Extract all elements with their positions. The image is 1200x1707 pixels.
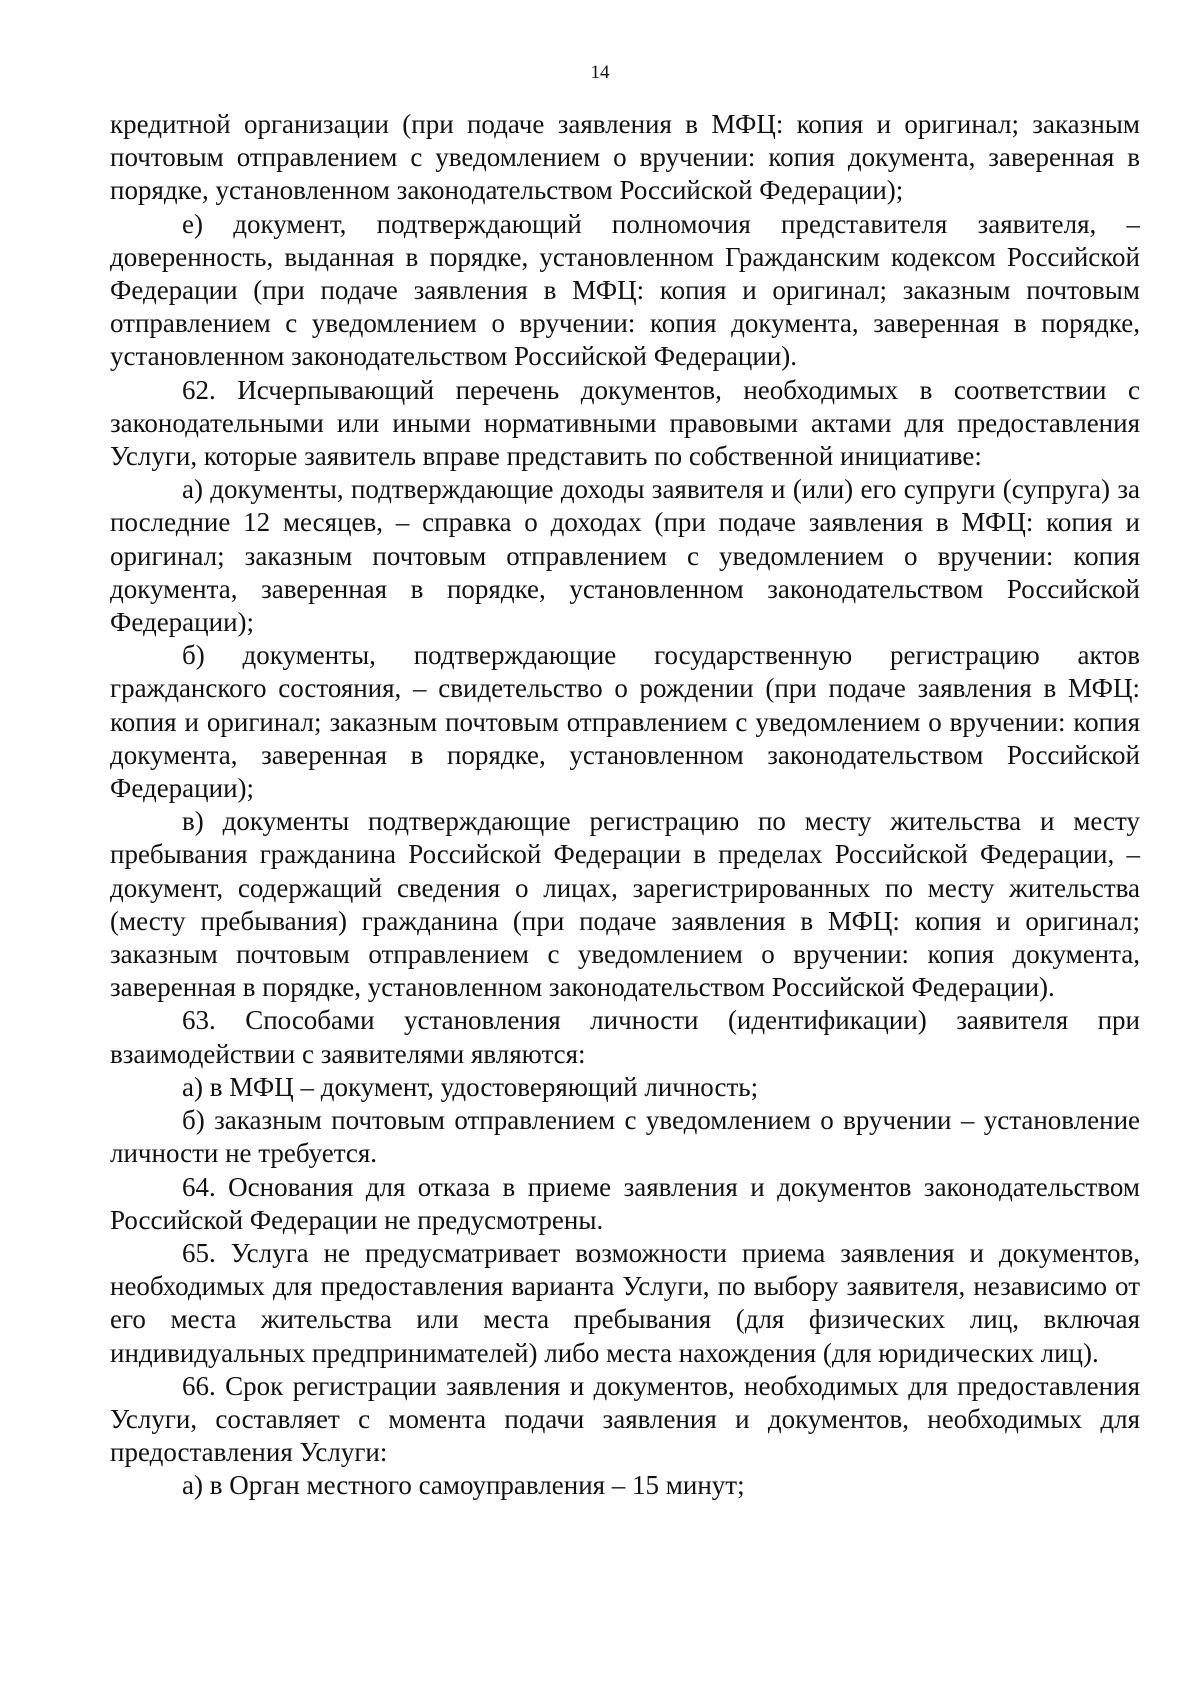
paragraph-66-registration-term: 66. Срок регистрации заявления и документов, необходимых для предоставления Услуги, составляет с момента подачи заявления и документов, необходимых для предоставления Услуги: (110, 1370, 1140, 1468)
paragraph-62-optional-documents: 62. Исчерпывающий перечень документов, необходимых в соответствии с законодательными или иными нормативными правовыми актами для предоставления Услуги, которые заявитель вправе представить по собственной инициативе: (110, 374, 1140, 472)
paragraph-continuation: кредитной организации (при подаче заявления в МФЦ: копия и оригинал; заказным почтовым отправлением с уведомлением о вручении: копия документа, заверенная в порядке, установленном законодательством Российской Федерации); (110, 109, 1140, 206)
paragraph-item-a-local-authority: а) в Орган местного самоуправления – 15 минут; (182, 1470, 745, 1501)
document-body (110, 108, 1140, 1503)
paragraph-item-b-mail: б) заказным почтовым отправлением с уведомлением о вручении – установление личности не требуется. (110, 1105, 1140, 1169)
paragraph-65-extraterritorial: 65. Услуга не предусматривает возможности приема заявления и документов, необходимых для предоставления варианта Услуги, по выбору заявителя, независимо от его места жительства или места пребывания (для физических лиц, включая индивидуальных предпринимателей) либо места нахождения (для юридических лиц). (110, 1237, 1140, 1368)
paragraph-item-b-civil-status: б) документы, подтверждающие государственную регистрацию актов гражданского состояния, – свидетельство о рождении (при подаче заявления в МФЦ: копия и оригинал; заказным почтовым отправлением с уведомлением о вручении: копия документа, заверенная в порядке, установленном законодательством Российской Федерации); (110, 640, 1140, 804)
paragraph-item-a-mfc: а) в МФЦ – документ, удостоверяющий личность; (182, 1071, 759, 1102)
paragraph-item-v-residence: в) документы подтверждающие регистрацию по месту жительства и месту пребывания гражданина Российской Федерации в пределах Российской Федерации, – документ, содержащий сведения о лицах, зарегистрированных по месту жительства (месту пребывания) гражданина (при подаче заявления в МФЦ: копия и оригинал; заказным почтовым отправлением с уведомлением о вручении: копия документа, заверенная в порядке, установленном законодательством Российской Федерации). (110, 806, 1140, 1003)
page-number: 14 (590, 62, 610, 83)
paragraph-item-a-income: а) документы, подтверждающие доходы заявителя и (или) его супруги (супруга) за последние 12 месяцев, – справка о доходах (при подаче заявления в МФЦ: копия и оригинал; заказным почтовым отправлением с уведомлением о вручении: копия документа, заверенная в порядке, установленном законодательством Российской Федерации); (110, 474, 1140, 638)
paragraph-item-e-power-of-attorney: е) документ, подтверждающий полномочия представителя заявителя, – доверенность, выданная в порядке, установленном Гражданским кодексом Российской Федерации (при подаче заявления в МФЦ: копия и оригинал; заказным почтовым отправлением с уведомлением о вручении: копия документа, заверенная в порядке, установленном законодательством Российской Федерации). (110, 208, 1140, 372)
paragraph-64-refusal-grounds: 64. Основания для отказа в приеме заявления и документов законодательством Российской Федерации не предусмотрены. (110, 1171, 1140, 1235)
paragraph-63-identification: 63. Способами установления личности (идентификации) заявителя при взаимодействии с заявителями являются: (110, 1005, 1140, 1069)
